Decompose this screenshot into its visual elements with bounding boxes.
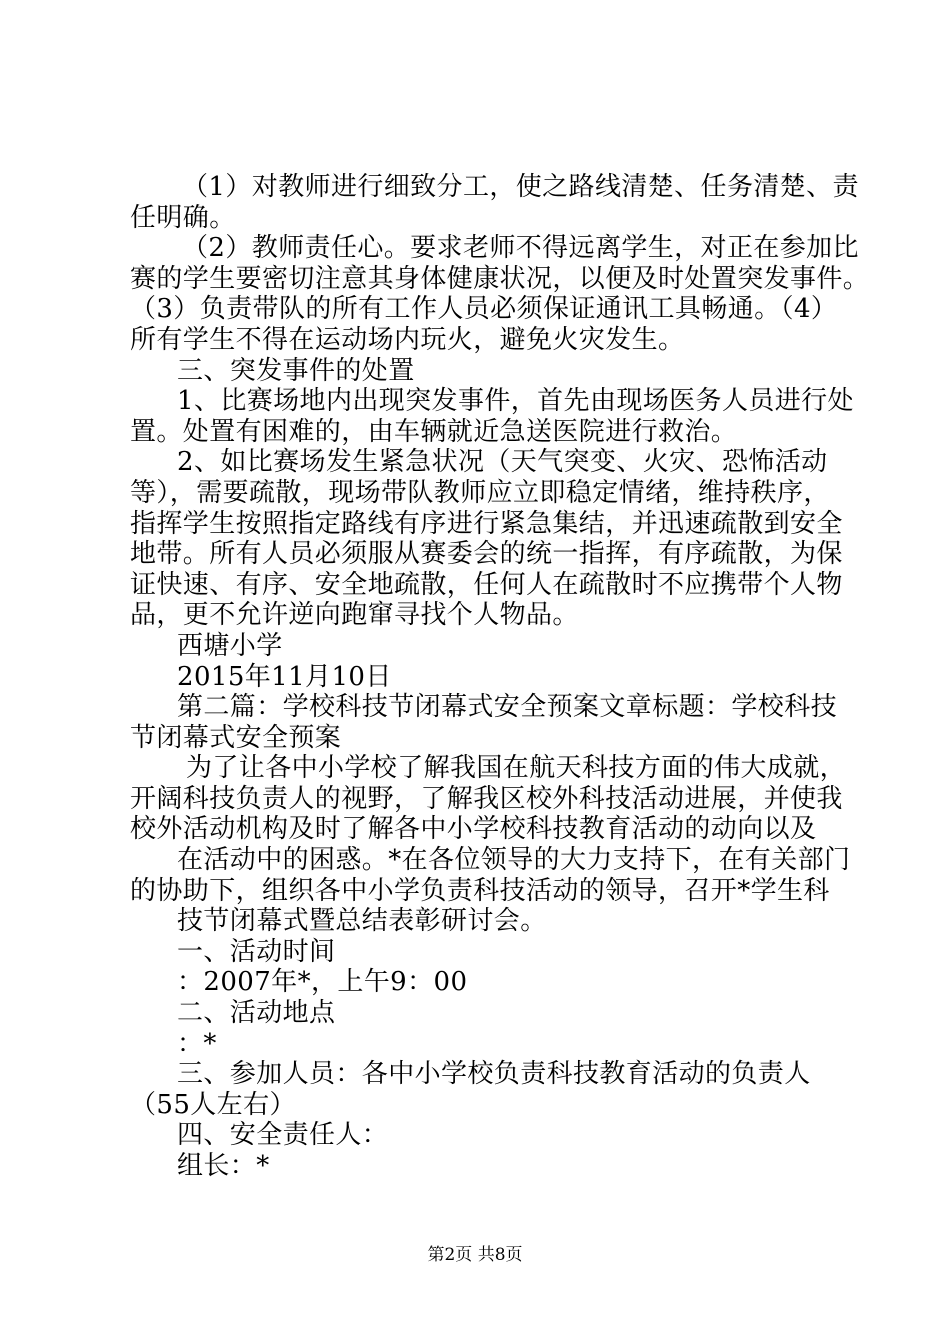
paragraph-line: 在活动中的困惑。*在各位领导的大力支持下，在有关部门 xyxy=(177,845,851,876)
paragraph-line: 所有学生不得在运动场内玩火，避免火灾发生。 xyxy=(130,324,685,355)
chapter-title: 第二篇：学校科技节闭幕式安全预案文章标题：学校科技 xyxy=(177,692,838,723)
paragraph-line: （2）教师责任心。要求老师不得远离学生，对正在参加比 xyxy=(182,233,859,264)
paragraph-line: 赛的学生要密切注意其身体健康状况，以便及时处置突发事件。 xyxy=(130,263,870,294)
page-number-footer: 第2页 共8页 xyxy=(427,1245,523,1265)
paragraph-line: ：* xyxy=(177,1028,217,1059)
paragraph-line: 品，更不允许逆向跑窜寻找个人物品。 xyxy=(130,600,579,631)
paragraph-line: 1、比赛场地内出现突发事件，首先由现场医务人员进行处 xyxy=(177,386,854,417)
paragraph-line: 置。处置有困难的，由车辆就近急送医院进行救治。 xyxy=(130,416,738,447)
paragraph-line: （3）负责带队的所有工作人员必须保证通讯工具畅通。（4） xyxy=(130,294,838,325)
paragraph-line: 指挥学生按照指定路线有序进行紧急集结，并迅速疏散到安全 xyxy=(130,508,843,539)
paragraph-line: （55人左右） xyxy=(130,1089,296,1120)
paragraph-line: （1）对教师进行细致分工，使之路线清楚、任务清楚、责 xyxy=(182,172,859,202)
paragraph-line: 技节闭幕式暨总结表彰研讨会。 xyxy=(177,906,547,937)
paragraph-line: 的协助下，组织各中小学负责科技活动的领导，召开*学生科 xyxy=(130,875,830,906)
paragraph-line: 证快速、有序、安全地疏散，任何人在疏散时不应携带个人物 xyxy=(130,569,843,600)
section-heading: 二、活动地点 xyxy=(177,998,336,1029)
document-body xyxy=(130,172,870,1182)
paragraph-line: 开阔科技负责人的视野，了解我区校外科技活动进展，并使我 xyxy=(130,783,843,814)
section-heading: 一、活动时间 xyxy=(177,936,336,967)
paragraph-line: 为了让各中小学校了解我国在航天科技方面的伟大成就， xyxy=(186,753,847,784)
paragraph-line: 地带。所有人员必须服从赛委会的统一指挥，有序疏散，为保 xyxy=(130,539,843,570)
paragraph-line: 2、如比赛场发生紧急状况（天气突变、火灾、恐怖活动 xyxy=(177,447,828,478)
paragraph-line: 任明确。 xyxy=(130,202,236,233)
chapter-title: 节闭幕式安全预案 xyxy=(130,722,342,753)
paragraph-line: ：2007年*，上午9：00 xyxy=(177,967,468,998)
signature-school: 西塘小学 xyxy=(177,630,283,661)
signature-date: 2015年11月10日 xyxy=(177,661,392,692)
section-heading: 三、突发事件的处置 xyxy=(177,355,415,386)
paragraph-line: 组长：* xyxy=(177,1151,270,1181)
paragraph-line: 等），需要疏散，现场带队教师应立即稳定情绪，维持秩序， xyxy=(130,477,830,508)
section-heading: 四、安全责任人： xyxy=(177,1120,389,1151)
section-heading: 三、参加人员：各中小学校负责科技教育活动的负责人 xyxy=(177,1059,811,1090)
paragraph-line: 校外活动机构及时了解各中小学校科技教育活动的动向以及 xyxy=(130,814,817,845)
